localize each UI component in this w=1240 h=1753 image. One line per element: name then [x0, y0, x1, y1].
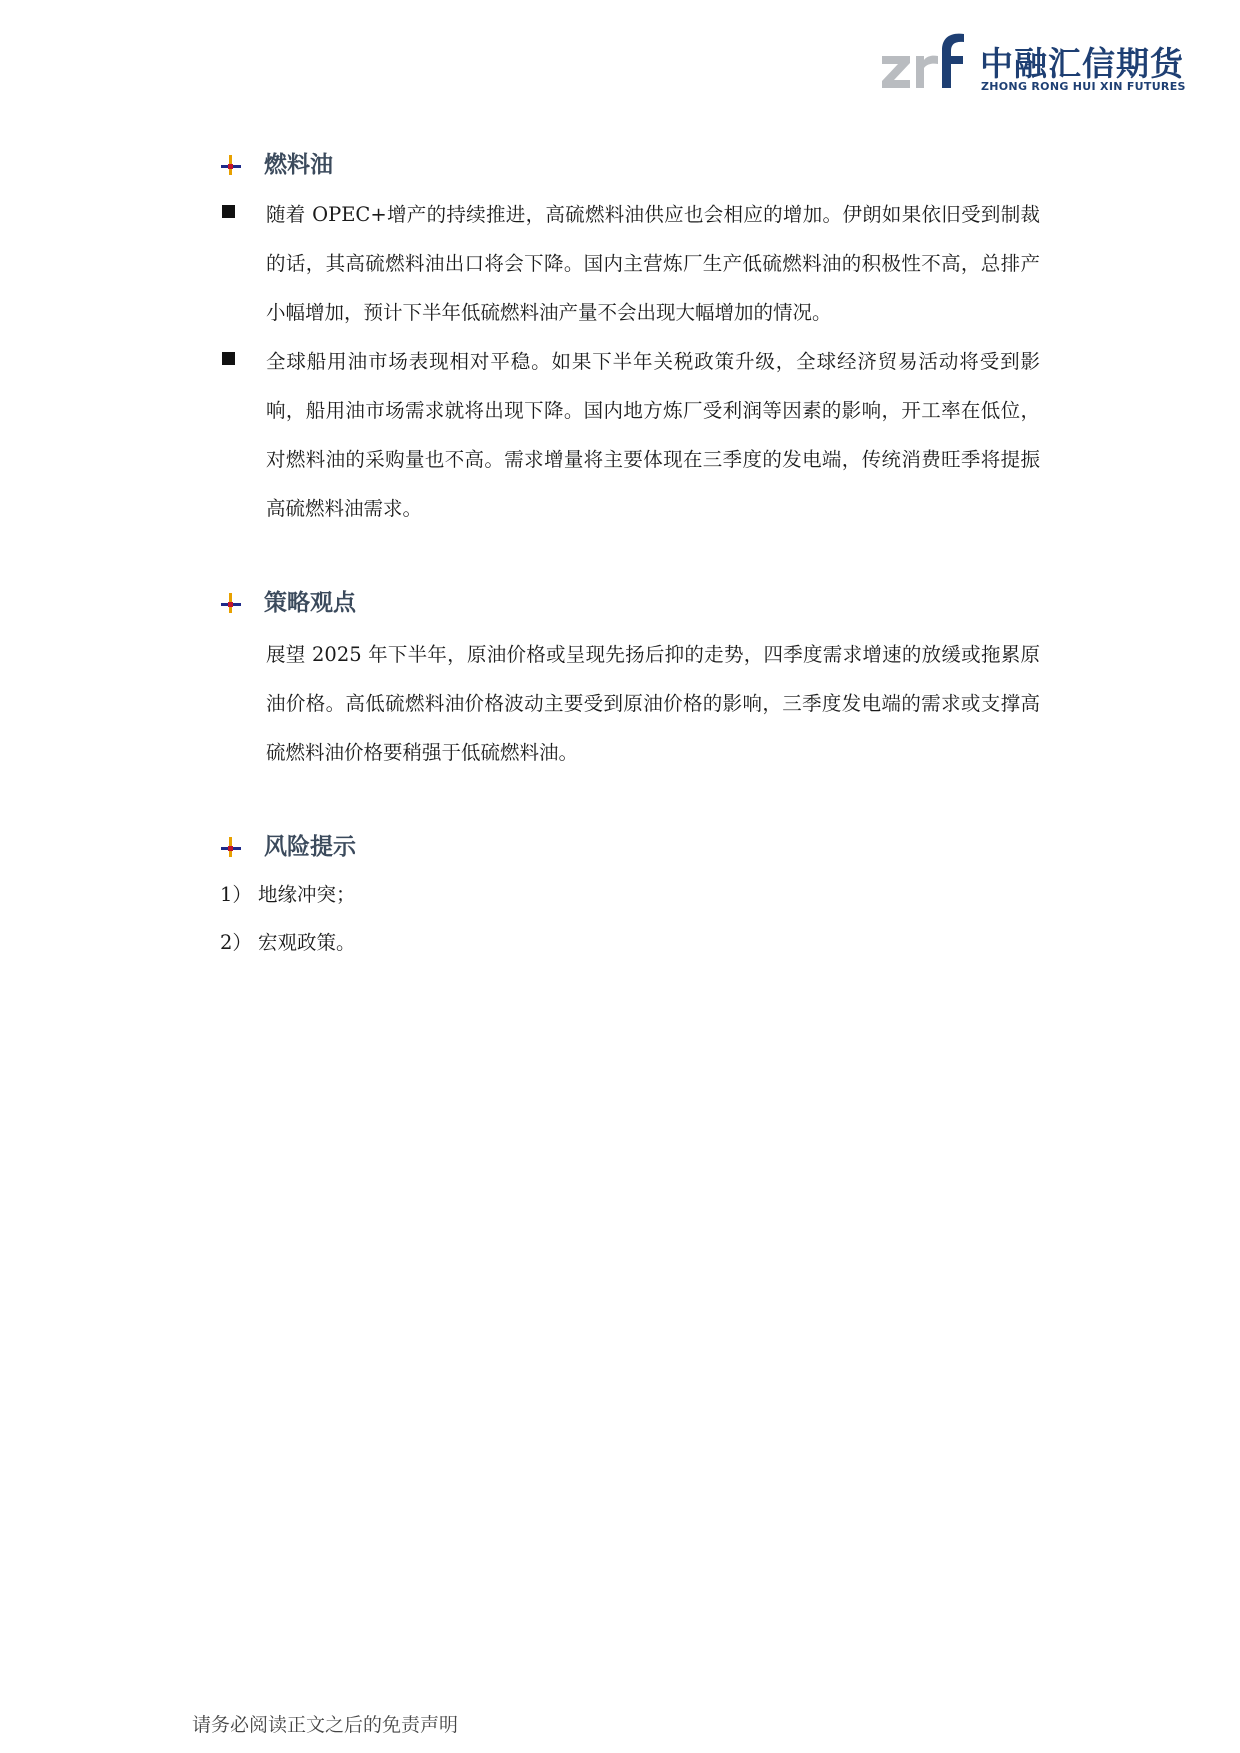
logo-chinese-name: 中融汇信期货 — [980, 44, 1184, 83]
list-text: 地缘冲突； — [258, 883, 356, 906]
list-number: 2） — [220, 931, 252, 954]
list-text: 宏观政策。 — [258, 931, 356, 954]
footer-disclaimer: 请务必阅读正文之后的免责声明 — [192, 1714, 459, 1736]
section-title: 燃料油 — [264, 152, 333, 178]
square-bullet-icon — [222, 352, 235, 365]
logo-english-name: ZHONG RONG HUI XIN FUTURES — [981, 80, 1186, 93]
paragraph-text: 展望 2025 年下半年，原油价格或呈现先扬后抑的走势，四季度需求增速的放缓或拖累原油价格。高低硫燃料油价格波动主要受到原油价格的影响，三季度发电端的需求或支撑高硫燃料油价格要稍强于低硫燃料油。 — [266, 643, 1040, 764]
cross-bullet-icon — [220, 154, 242, 176]
cross-bullet-icon — [220, 836, 242, 858]
paragraph-text: 随着 OPEC+增产的持续推进，高硫燃料油供应也会相应的增加。伊朗如果依旧受到制裁的话，其高硫燃料油出口将会下降。国内主营炼厂生产低硫燃料油的积极性不高，总排产小幅增加，预计下半年低硫燃料油产量不会出现大幅增加的情况。 — [266, 203, 1040, 324]
risk-list-item — [220, 880, 356, 910]
section-title: 策略观点 — [264, 590, 356, 616]
bullet-paragraph — [220, 190, 1040, 337]
paragraph-text: 全球船用油市场表现相对平稳。如果下半年关税政策升级，全球经济贸易活动将受到影响，船用油市场需求就将出现下降。国内地方炼厂受利润等因素的影响，开工率在低位，对燃料油的采购量也不高。需求增量将主要体现在三季度的发电端，传统消费旺季将提振高硫燃料油需求。 — [266, 350, 1040, 520]
section-title: 风险提示 — [264, 834, 356, 860]
bullet-paragraph — [220, 337, 1040, 533]
cross-bullet-icon — [220, 592, 242, 614]
square-bullet-icon — [222, 205, 235, 218]
znf-logo-icon — [880, 30, 975, 95]
strategy-paragraph — [266, 630, 1040, 777]
list-number: 1） — [220, 883, 252, 906]
company-logo — [880, 30, 1186, 95]
risk-list-item — [220, 928, 356, 958]
